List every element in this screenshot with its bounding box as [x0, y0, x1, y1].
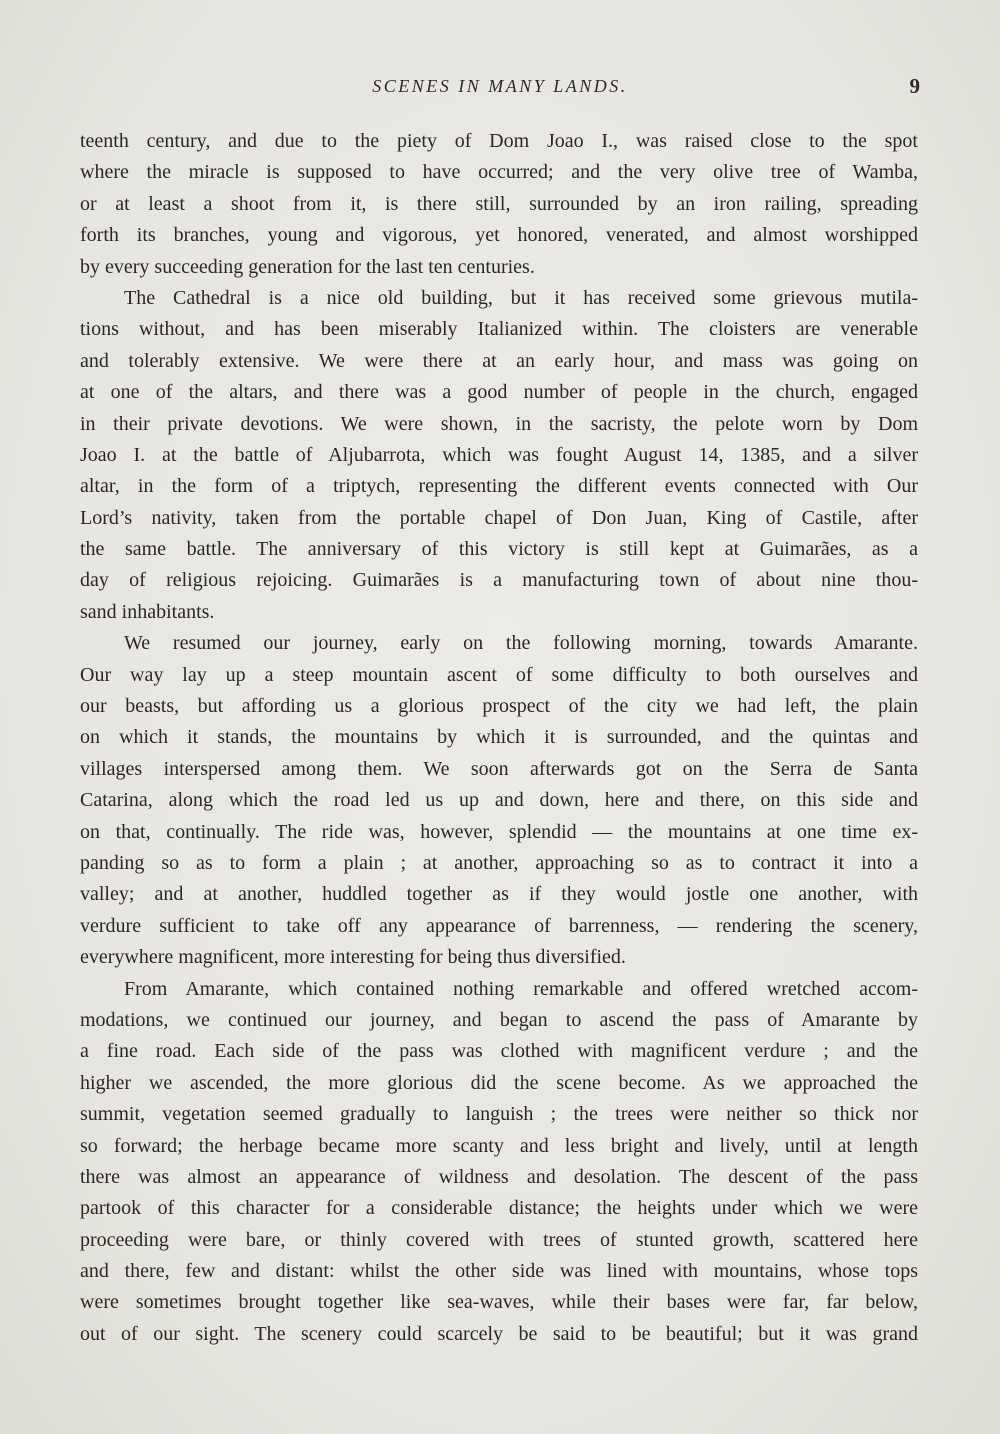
text-line: out of our sight. The scenery could scarcely be said to be beautiful; but it was grand [80, 1322, 918, 1345]
text-line: and tolerably extensive. We were there at an early hour, and mass was going on [80, 349, 918, 372]
text-line: Our way lay up a steep mountain ascent of some difficulty to both ourselves and [80, 663, 918, 686]
text-line: and there, few and distant: whilst the other side was lined with mountains, whose tops [80, 1260, 918, 1283]
text-line: our beasts, but affording us a glorious prospect of the city we had left, the plain [80, 695, 918, 718]
text-line: higher we ascended, the more glorious did the scene become. As we approached the [80, 1071, 918, 1094]
text-line: Joao I. at the battle of Aljubarrota, which was fought August 14, 1385, and a silver [80, 443, 918, 466]
text-line: so forward; the herbage became more scanty and less bright and lively, until at length [80, 1134, 918, 1157]
text-line: at one of the altars, and there was a good number of people in the church, engaged [80, 381, 918, 404]
text-line: where the miracle is supposed to have occurred; and the very olive tree of Wamba, [80, 161, 918, 184]
paragraph [80, 283, 918, 628]
text-line: there was almost an appearance of wildness and desolation. The descent of the pass [80, 1165, 918, 1188]
text-line: on which it stands, the mountains by which it is surrounded, and the quintas and [80, 726, 918, 749]
text-line: or at least a shoot from it, is there still, surrounded by an iron railing, spreading [80, 192, 918, 215]
text-line: valley; and at another, huddled together as if they would jostle one another, with [80, 883, 918, 906]
text-line: the same battle. The anniversary of this victory is still kept at Guimarães, as a [80, 538, 918, 561]
page-number: 9 [909, 74, 920, 98]
running-title: SCENES IN MANY LANDS. [372, 76, 628, 96]
text-line: villages interspersed among them. We soon afterwards got on the Serra de Santa [80, 757, 918, 780]
text-line: teenth century, and due to the piety of Dom Joao I., was raised close to the spot [80, 130, 918, 152]
paragraph [80, 126, 918, 283]
text-line: From Amarante, which contained nothing remarkable and offered wretched accom- [124, 977, 918, 1000]
text-line: sand inhabitants. [80, 600, 215, 623]
paragraph [80, 974, 918, 1351]
text-line: everywhere magnificent, more interesting for being thus diversified. [80, 946, 626, 969]
text-line: The Cathedral is a nice old building, but it has received some grievous mutila- [124, 286, 918, 309]
running-head [80, 76, 920, 104]
text-line: day of religious rejoicing. Guimarães is a manufacturing town of about nine thou- [80, 569, 918, 592]
text-line: by every succeeding generation for the last ten centuries. [80, 255, 535, 278]
text-line: We resumed our journey, early on the following morning, towards Amarante. [124, 632, 918, 655]
text-line: altar, in the form of a triptych, representing the different events connected with Our [80, 475, 918, 498]
text-line: partook of this character for a considerable distance; the heights under which we were [80, 1197, 918, 1220]
text-line: panding so as to form a plain ; at another, approaching so as to contract it into a [80, 851, 918, 874]
text-line: summit, vegetation seemed gradually to languish ; the trees were neither so thick nor [80, 1103, 918, 1126]
text-line: in their private devotions. We were shown, in the sacristy, the pelote worn by Dom [80, 412, 918, 435]
text-line: on that, continually. The ride was, however, splendid — the mountains at one time ex- [80, 820, 918, 843]
text-line: tions without, and has been miserably Italianized within. The cloisters are venerable [80, 318, 918, 341]
text-line: Catarina, along which the road led us up and down, here and there, on this side and [80, 789, 918, 812]
text-line: verdure sufficient to take off any appearance of barrenness, — rendering the scenery, [80, 914, 918, 937]
text-line: forth its branches, young and vigorous, yet honored, venerated, and almost worshipped [80, 224, 918, 247]
text-line: were sometimes brought together like sea-waves, while their bases were far, far below, [80, 1291, 918, 1314]
text-line: proceeding were bare, or thinly covered with trees of stunted growth, scattered here [80, 1228, 918, 1251]
text-line: modations, we continued our journey, and began to ascend the pass of Amarante by [80, 1008, 918, 1031]
body-text [80, 126, 918, 1350]
text-line: a fine road. Each side of the pass was clothed with magnificent verdure ; and the [80, 1040, 918, 1063]
paragraph [80, 628, 918, 973]
text-line: Lord’s nativity, taken from the portable chapel of Don Juan, King of Castile, after [80, 506, 918, 529]
